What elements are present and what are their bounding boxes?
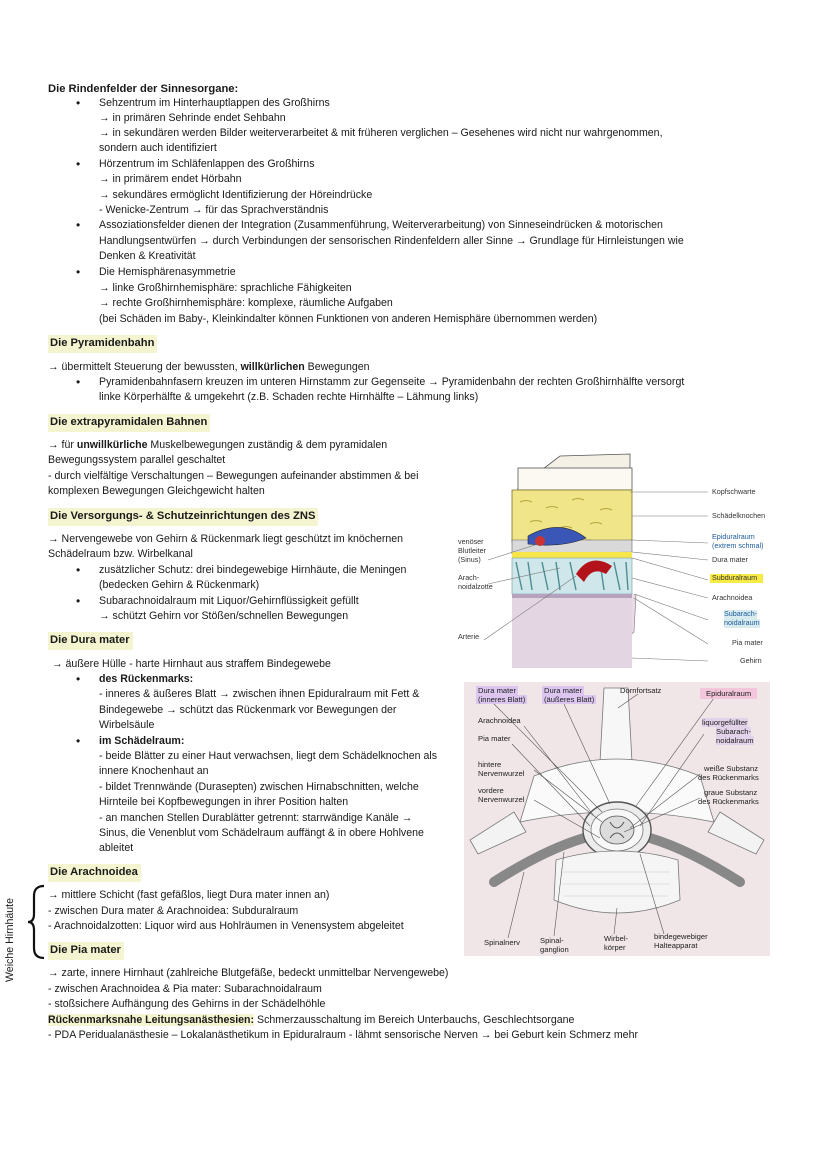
heading-pia-mater: Die Pia mater — [48, 942, 124, 960]
bullet: • — [76, 594, 81, 608]
label: hintere — [478, 760, 502, 769]
label: (Sinus) — [458, 555, 481, 564]
label: Dura mater — [544, 686, 582, 695]
label: Arachnoidea — [478, 716, 521, 725]
label: Nervenwurzel — [478, 795, 525, 804]
text-line: Sinus, die Venenblut vom Schädelraum auffängt & in obere Hohlvene — [99, 827, 424, 839]
text-line: (bedecken Gehirn & Rückenmark) — [99, 579, 260, 591]
text-line: → sekundäres ermöglicht Identifizierung der Höreindrücke — [99, 189, 373, 201]
brace-icon — [26, 884, 48, 960]
heading-rindenfelder: Die Rindenfelder der Sinnesorgane: — [48, 83, 239, 95]
text-line: → rechte Großhirnhemisphäre: komplexe, räumliche Aufgaben — [99, 297, 393, 309]
label: noidalzotte — [458, 582, 493, 591]
text-line: → in sekundären werden Bilder weiterverarbeitet & mit früheren verglichen – Gesehenes wird nicht nur wahrgenommen, — [99, 127, 663, 139]
text-line: Bindegewebe → schützt das Rückenmark vor Bewegungen der — [99, 704, 397, 716]
heading-pyramidenbahn: Die Pyramidenbahn — [48, 335, 157, 353]
text-line: Rückenmarksnahe Leitungsanästhesien: Schmerzausschaltung im Bereich Unterbauchs, Geschlechtsorgane — [48, 1014, 575, 1026]
label: Arach- — [458, 573, 480, 582]
text-line: Assoziationsfelder dienen der Integration (Zusammenführung, Weiterverarbeitung) von Sinneseindrücken & motorischen — [99, 219, 663, 231]
bullet: • — [76, 563, 81, 577]
label: Kopfschwarte — [712, 487, 756, 496]
bullet: • — [76, 672, 81, 686]
heading-versorgung: Die Versorgungs- & Schutzeinrichtungen des ZNS — [48, 508, 318, 526]
text-line: → Nervengewebe von Gehirn & Rückenmark liegt geschützt im knöchernen — [48, 533, 404, 545]
text-line: Die Hemisphärenasymmetrie — [99, 266, 236, 278]
text-line: Denken & Kreativität — [99, 250, 196, 262]
text-line: im Schädelraum: — [99, 735, 185, 747]
bullet: • — [76, 734, 81, 748]
label: Spinal- — [540, 936, 564, 945]
label: Pia mater — [478, 734, 511, 743]
text-line: - Wenicke-Zentrum → für das Sprachverständnis — [99, 204, 329, 216]
label: (extrem schmal) — [712, 541, 764, 550]
label: des Rückenmarks — [698, 797, 759, 806]
text-line: → in primären Sehrinde endet Sehbahn — [99, 112, 286, 124]
label: venöser — [458, 537, 484, 546]
text-line: Hirnteile bei Kopfbewegungen in ihrer Position halten — [99, 796, 349, 808]
text-line: → äußere Hülle - harte Hirnhaut aus straffem Bindegewebe — [52, 658, 331, 670]
label: Dornfortsatz — [620, 686, 662, 695]
label: Nervenwurzel — [478, 769, 525, 778]
label: Arterie — [458, 632, 480, 641]
text-line: - Arachnoidalzotten: Liquor wird aus Hohlräumen in Venensystem abgeleitet — [48, 920, 404, 932]
label: Dura mater — [712, 555, 748, 564]
text-line: Hörzentrum im Schläfenlappen des Großhirns — [99, 158, 315, 170]
label: vordere — [478, 786, 504, 795]
label: noidalraum — [724, 618, 760, 627]
text-line: innere Knochenhaut an — [99, 765, 209, 777]
bullet: • — [76, 265, 81, 279]
label: (äußeres Blatt) — [544, 695, 595, 704]
text-line: komplexen Bewegungen Gleichgewicht halten — [48, 485, 265, 497]
text-line: zusätzlicher Schutz: drei bindegewebige Hirnhäute, die Meningen — [99, 564, 407, 576]
text-line: - inneres & äußeres Blatt → zwischen ihnen Epiduralraum mit Fett & — [99, 688, 420, 700]
label: bindegewebiger — [654, 932, 708, 941]
label: Subarach- — [716, 727, 752, 736]
text-line: (bei Schäden im Baby-, Kleinkindalter können Funktionen von anderen Hemisphäre übernommen werden) — [99, 313, 598, 325]
label: graue Substanz — [704, 788, 758, 797]
text-line: - zwischen Dura mater & Arachnoidea: Subduralraum — [48, 905, 299, 917]
label: Arachnoidea — [712, 593, 753, 602]
text-line: Wirbelsäule — [99, 719, 155, 731]
text-line: → zarte, innere Hirnhaut (zahlreiche Blutgefäße, bedeckt unmittelbar Nervengewebe) — [48, 967, 449, 979]
text-line: Sehzentrum im Hinterhauptlappen des Großhirns — [99, 97, 330, 109]
heading-dura-mater: Die Dura mater — [48, 632, 133, 650]
label: Spinalnerv — [484, 938, 520, 947]
text-line: - beide Blätter zu einer Haut verwachsen, liegt dem Schädelknochen als — [99, 750, 438, 762]
text-line: - stoßsichere Aufhängung des Gehirns in der Schädelhöhle — [48, 998, 326, 1010]
text-line: sondern auch identifiziert — [99, 142, 217, 154]
label: noidalraum — [716, 736, 754, 745]
label: körper — [604, 943, 626, 952]
text-line: → übermittelt Steuerung der bewussten, willkürlichen Bewegungen — [48, 361, 370, 373]
label: Gehirn — [740, 656, 762, 665]
text-line: → linke Großhirnhemisphäre: sprachliche Fähigkeiten — [99, 282, 352, 294]
label: weiße Substanz — [704, 764, 759, 773]
label: Subduralraum — [710, 574, 763, 583]
text-line: - durch vielfältige Verschaltungen – Bewegungen aufeinander abstimmen & bei — [48, 470, 419, 482]
label: des Rückenmarks — [698, 773, 759, 782]
text-line: Schädelraum bzw. Wirbelkanal — [48, 548, 193, 560]
text-line: → schützt Gehirn vor Stößen/schnellen Bewegungen — [99, 610, 349, 622]
label: (inneres Blatt) — [478, 695, 526, 704]
figure-rueckenmark-querschnitt — [464, 682, 770, 956]
text-line: → in primärem endet Hörbahn — [99, 173, 242, 185]
text-line: Subarachnoidalraum mit Liquor/Gehirnflüssigkeit gefüllt — [99, 595, 359, 607]
label: Blutleiter — [458, 546, 486, 555]
heading-arachnoidea: Die Arachnoidea — [48, 864, 141, 882]
label: Wirbel- — [604, 934, 629, 943]
text-line: - PDA Peridualanästhesie – Lokalanästhetikum in Epiduralraum - lähmt sensorische Nerven → bei Geburt kein Schmerz mehr — [48, 1029, 638, 1041]
text-line: linke Körperhälfte & umgekehrt (z.B. Schaden rechte Hirnhälfte – Lähmung links) — [99, 391, 479, 403]
text-line: Handlungsentwürfen → durch Verbindungen der sensorischen Rindenfeldern aller Sinne → Grundlage für Hirnleistungen wie — [99, 235, 684, 247]
text-line: → für unwillkürliche Muskelbewegungen zuständig & dem pyramidalen — [48, 439, 388, 451]
bullet: • — [76, 157, 81, 171]
text-line: → mittlere Schicht (fast gefäßlos, liegt Dura mater innen an) — [48, 889, 330, 901]
bullet: • — [76, 218, 81, 232]
heading-extrapyramidal: Die extrapyramidalen Bahnen — [48, 414, 210, 432]
text-line: - bildet Trennwände (Durasepten) zwischen Hirnabschnitten, welche — [99, 781, 419, 793]
label: Epiduralraum — [700, 688, 757, 699]
text-line: Pyramidenbahnfasern kreuzen im unteren Hirnstamm zur Gegenseite → Pyramidenbahn der rechten Großhirnhälfte versorgt — [99, 376, 685, 388]
label: Schädelknochen — [712, 511, 766, 520]
label: liquorgefüllter — [702, 718, 748, 727]
bullet: • — [76, 375, 81, 389]
text-line: des Rückenmarks: — [99, 673, 194, 685]
label: Pia mater — [732, 638, 763, 647]
text-line: - zwischen Arachnoidea & Pia mater: Subarachnoidalraum — [48, 983, 322, 995]
figure-hirnhaeute-schaedel — [450, 448, 776, 670]
side-label-weiche-hirnhaeute: Weiche Hirnhäute — [4, 897, 16, 982]
label: Halteapparat — [654, 941, 698, 950]
label: Epiduralraum — [712, 532, 755, 541]
text-line: Bewegungssystem parallel geschaltet — [48, 454, 226, 466]
bullet: • — [76, 96, 81, 110]
text-line: - an manchen Stellen Durablätter getrennt: starrwändige Kanäle → — [99, 812, 413, 824]
label: ganglion — [540, 945, 569, 954]
text-line: ableitet — [99, 842, 134, 854]
label: Subarach- — [724, 609, 758, 618]
label: Dura mater — [478, 686, 516, 695]
